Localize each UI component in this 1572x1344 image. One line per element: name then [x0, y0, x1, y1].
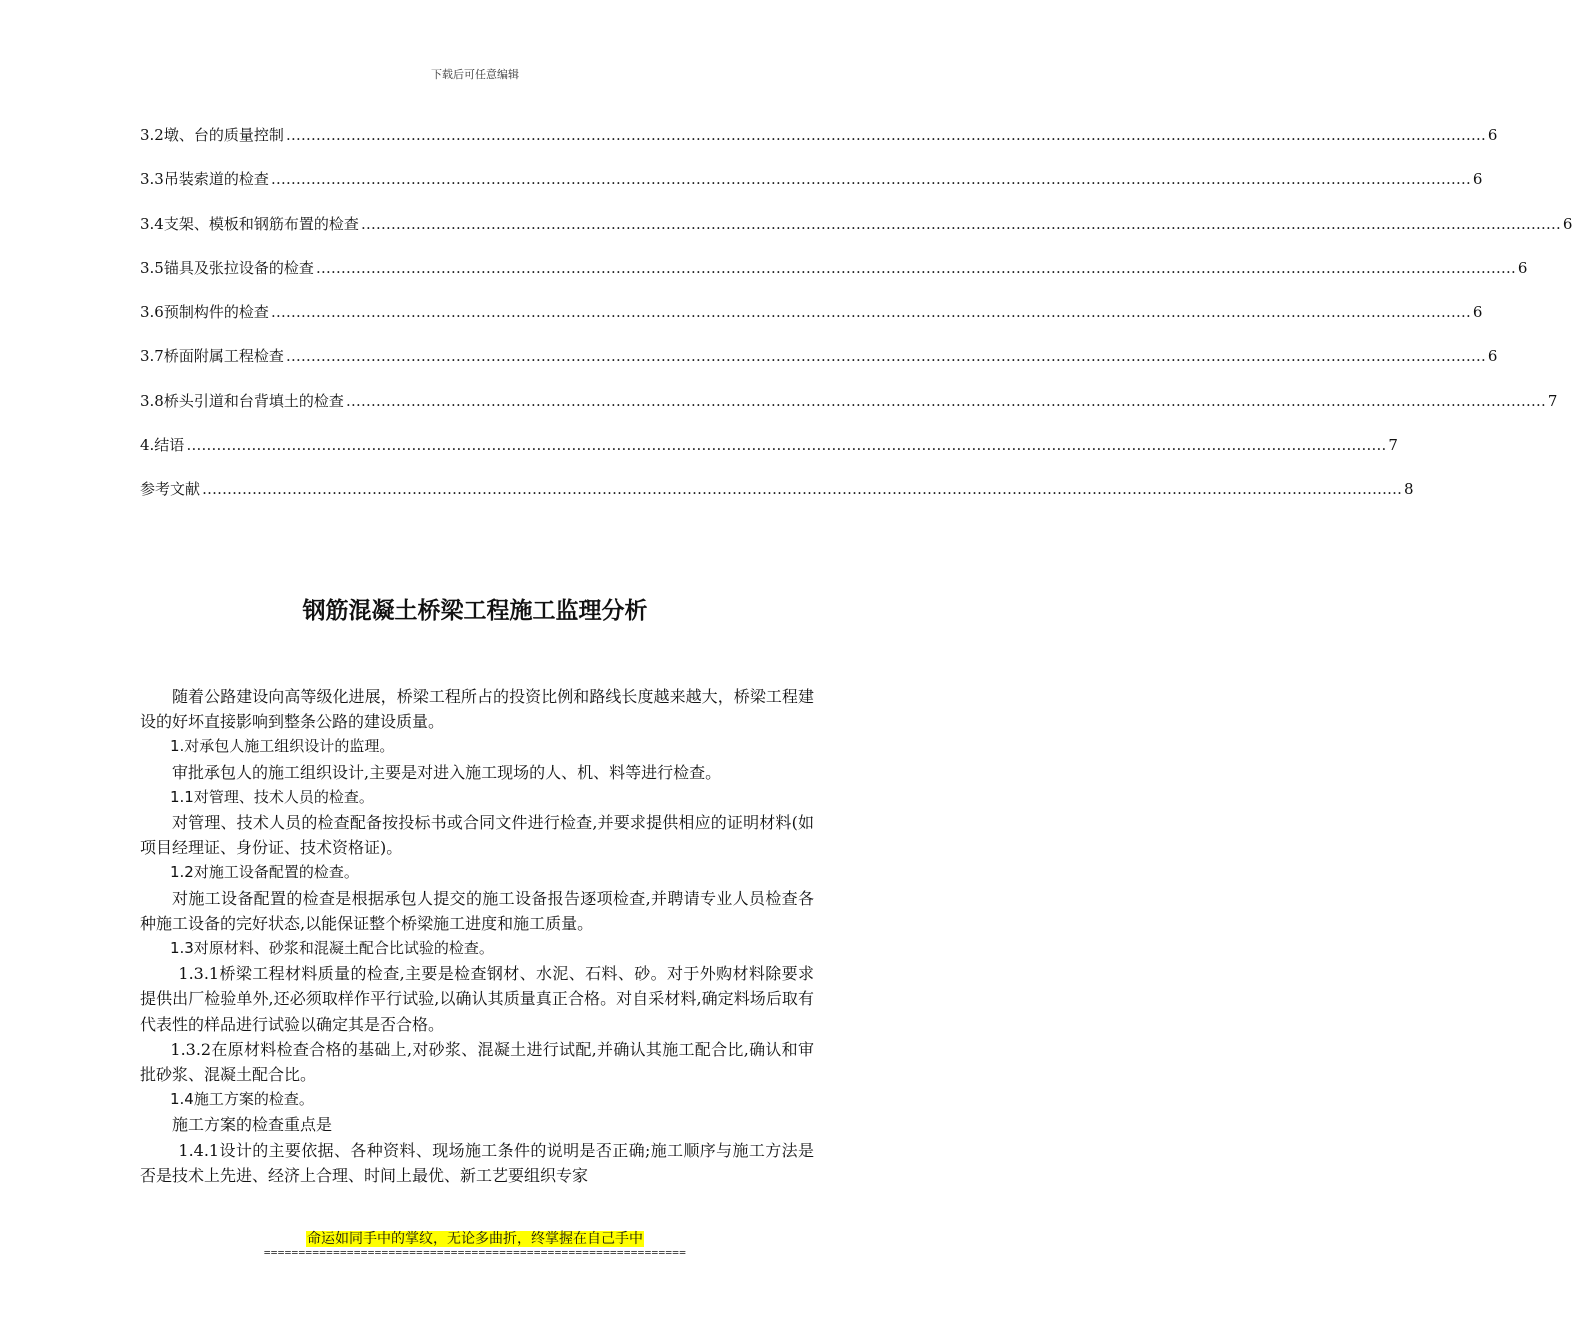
- toc-entry: [140, 168, 1483, 212]
- toc-entry-page: 6: [1517, 258, 1528, 277]
- toc-entry-title: 3.3吊装索道的检查: [140, 170, 269, 189]
- toc-entry-page: 8: [1404, 480, 1414, 499]
- paragraph-1-3-1: 1.3.1桥梁工程材料质量的检查,主要是检查钢材、水泥、石料、砂。对于外购材料除要求提供出厂检验单外,还必须取样作平行试验,以确认其质量真正合格。对自采材料,确定料场后取有代表性的样品进行试验以确定其是否合格。: [140, 964, 814, 1034]
- toc-dot-leader: ……………………………………………………………………………………………………………………………………………………………………………………………………………………: [186, 436, 1387, 455]
- toc-entry: [140, 301, 1483, 345]
- paragraph-1-4-1: 1.4.1设计的主要依据、各种资料、现场施工条件的说明是否正确;施工顺序与施工方法是否是技术上先进、经济上合理、时间上最优、新工艺要组织专家: [140, 1140, 814, 1185]
- document-title: 钢筋混凝土桥梁工程施工监理分析: [302, 598, 648, 624]
- toc-entry-title: 3.2墩、台的质量控制: [140, 126, 284, 144]
- section-heading-1: 1.对承包人施工组织设计的监理。: [170, 737, 395, 756]
- toc-entry-page: 6: [1472, 303, 1483, 322]
- toc-entry-title: 3.8桥头引道和台背填土的检查: [140, 391, 344, 410]
- toc-entry-title: 参考文献: [140, 480, 201, 499]
- toc-entry: [140, 213, 1572, 257]
- toc-entry-title: 4.结语: [140, 436, 185, 455]
- table-of-contents: [140, 124, 1572, 523]
- toc-entry-page: 6: [1487, 347, 1498, 366]
- toc-dot-leader: ……………………………………………………………………………………………………………………………………………………………………………………………………………………: [270, 303, 1471, 322]
- section-heading-1-2: 1.2对施工设备配置的检查。: [170, 863, 359, 882]
- toc-entry: [140, 478, 1414, 522]
- toc-entry-page: 7: [1388, 436, 1398, 455]
- intro-paragraph: 随着公路建设向高等级化进展，桥梁工程所占的投资比例和路线长度越来越大，桥梁工程建设的好坏直接影响到整条公路的建设质量。: [140, 687, 814, 732]
- toc-entry: [140, 390, 1558, 434]
- footer-note-text: 命运如同手中的掌纹，无论多曲折，终掌握在自己手中: [307, 1231, 643, 1247]
- section-heading-1-3: 1.3对原材料、砂浆和混凝土配合比试验的检查。: [170, 939, 494, 958]
- toc-dot-leader: ……………………………………………………………………………………………………………………………………………………………………………………………………………………: [270, 170, 1471, 189]
- toc-entry: [140, 345, 1498, 389]
- toc-dot-leader: ……………………………………………………………………………………………………………………………………………………………………………………………………………………: [360, 214, 1561, 233]
- section-heading-1-1: 1.1对管理、技术人员的检查。: [170, 787, 374, 806]
- paragraph-1-4: 施工方案的检查重点是: [172, 1115, 333, 1135]
- footer-rule: =============================================================: [263, 1246, 687, 1259]
- footer-note: [0, 1228, 950, 1248]
- header-note: 下载后可任意编辑: [431, 68, 519, 81]
- section-heading-1-4: 1.4施工方案的检查。: [170, 1090, 314, 1109]
- toc-entry: [140, 257, 1528, 301]
- toc-dot-leader: ……………………………………………………………………………………………………………………………………………………………………………………………………………………: [285, 126, 1486, 144]
- paragraph-1: 审批承包人的施工组织设计,主要是对进入施工现场的人、机、料等进行检查。: [172, 762, 722, 782]
- toc-entry-page: 6: [1472, 170, 1483, 189]
- toc-entry-page: 7: [1547, 391, 1558, 410]
- paragraph-1-1: 对管理、技术人员的检查配备按投标书或合同文件进行检查,并要求提供相应的证明材料(如项目经理证、身份证、技术资格证)。: [140, 813, 814, 858]
- toc-dot-leader: ……………………………………………………………………………………………………………………………………………………………………………………………………………………: [315, 258, 1516, 277]
- toc-entry-title: 3.7桥面附属工程检查: [140, 347, 284, 366]
- paragraph-1-2: 对施工设备配置的检查是根据承包人提交的施工设备报告逐项检查,并聘请专业人员检查各种施工设备的完好状态,以能保证整个桥梁施工进度和施工质量。: [140, 888, 814, 933]
- toc-dot-leader: ……………………………………………………………………………………………………………………………………………………………………………………………………………………: [345, 391, 1546, 410]
- document-body: [140, 684, 814, 1188]
- toc-dot-leader: ……………………………………………………………………………………………………………………………………………………………………………………………………………………: [285, 347, 1486, 366]
- toc-dot-leader: ……………………………………………………………………………………………………………………………………………………………………………………………………………………: [202, 480, 1403, 499]
- toc-entry-title: 3.5锚具及张拉设备的检查: [140, 258, 314, 277]
- toc-entry-title: 3.6预制构件的检查: [140, 303, 269, 322]
- toc-entry-title: 3.4支架、模板和钢筋布置的检查: [140, 214, 359, 233]
- toc-entry-page: 6: [1562, 214, 1572, 233]
- toc-entry: [140, 124, 1498, 168]
- toc-entry: [140, 434, 1398, 478]
- toc-entry-page: 6: [1487, 126, 1498, 144]
- paragraph-1-3-2: 1.3.2在原材料检查合格的基础上,对砂浆、混凝土进行试配,并确认其施工配合比,确认和审批砂浆、混凝土配合比。: [140, 1039, 814, 1085]
